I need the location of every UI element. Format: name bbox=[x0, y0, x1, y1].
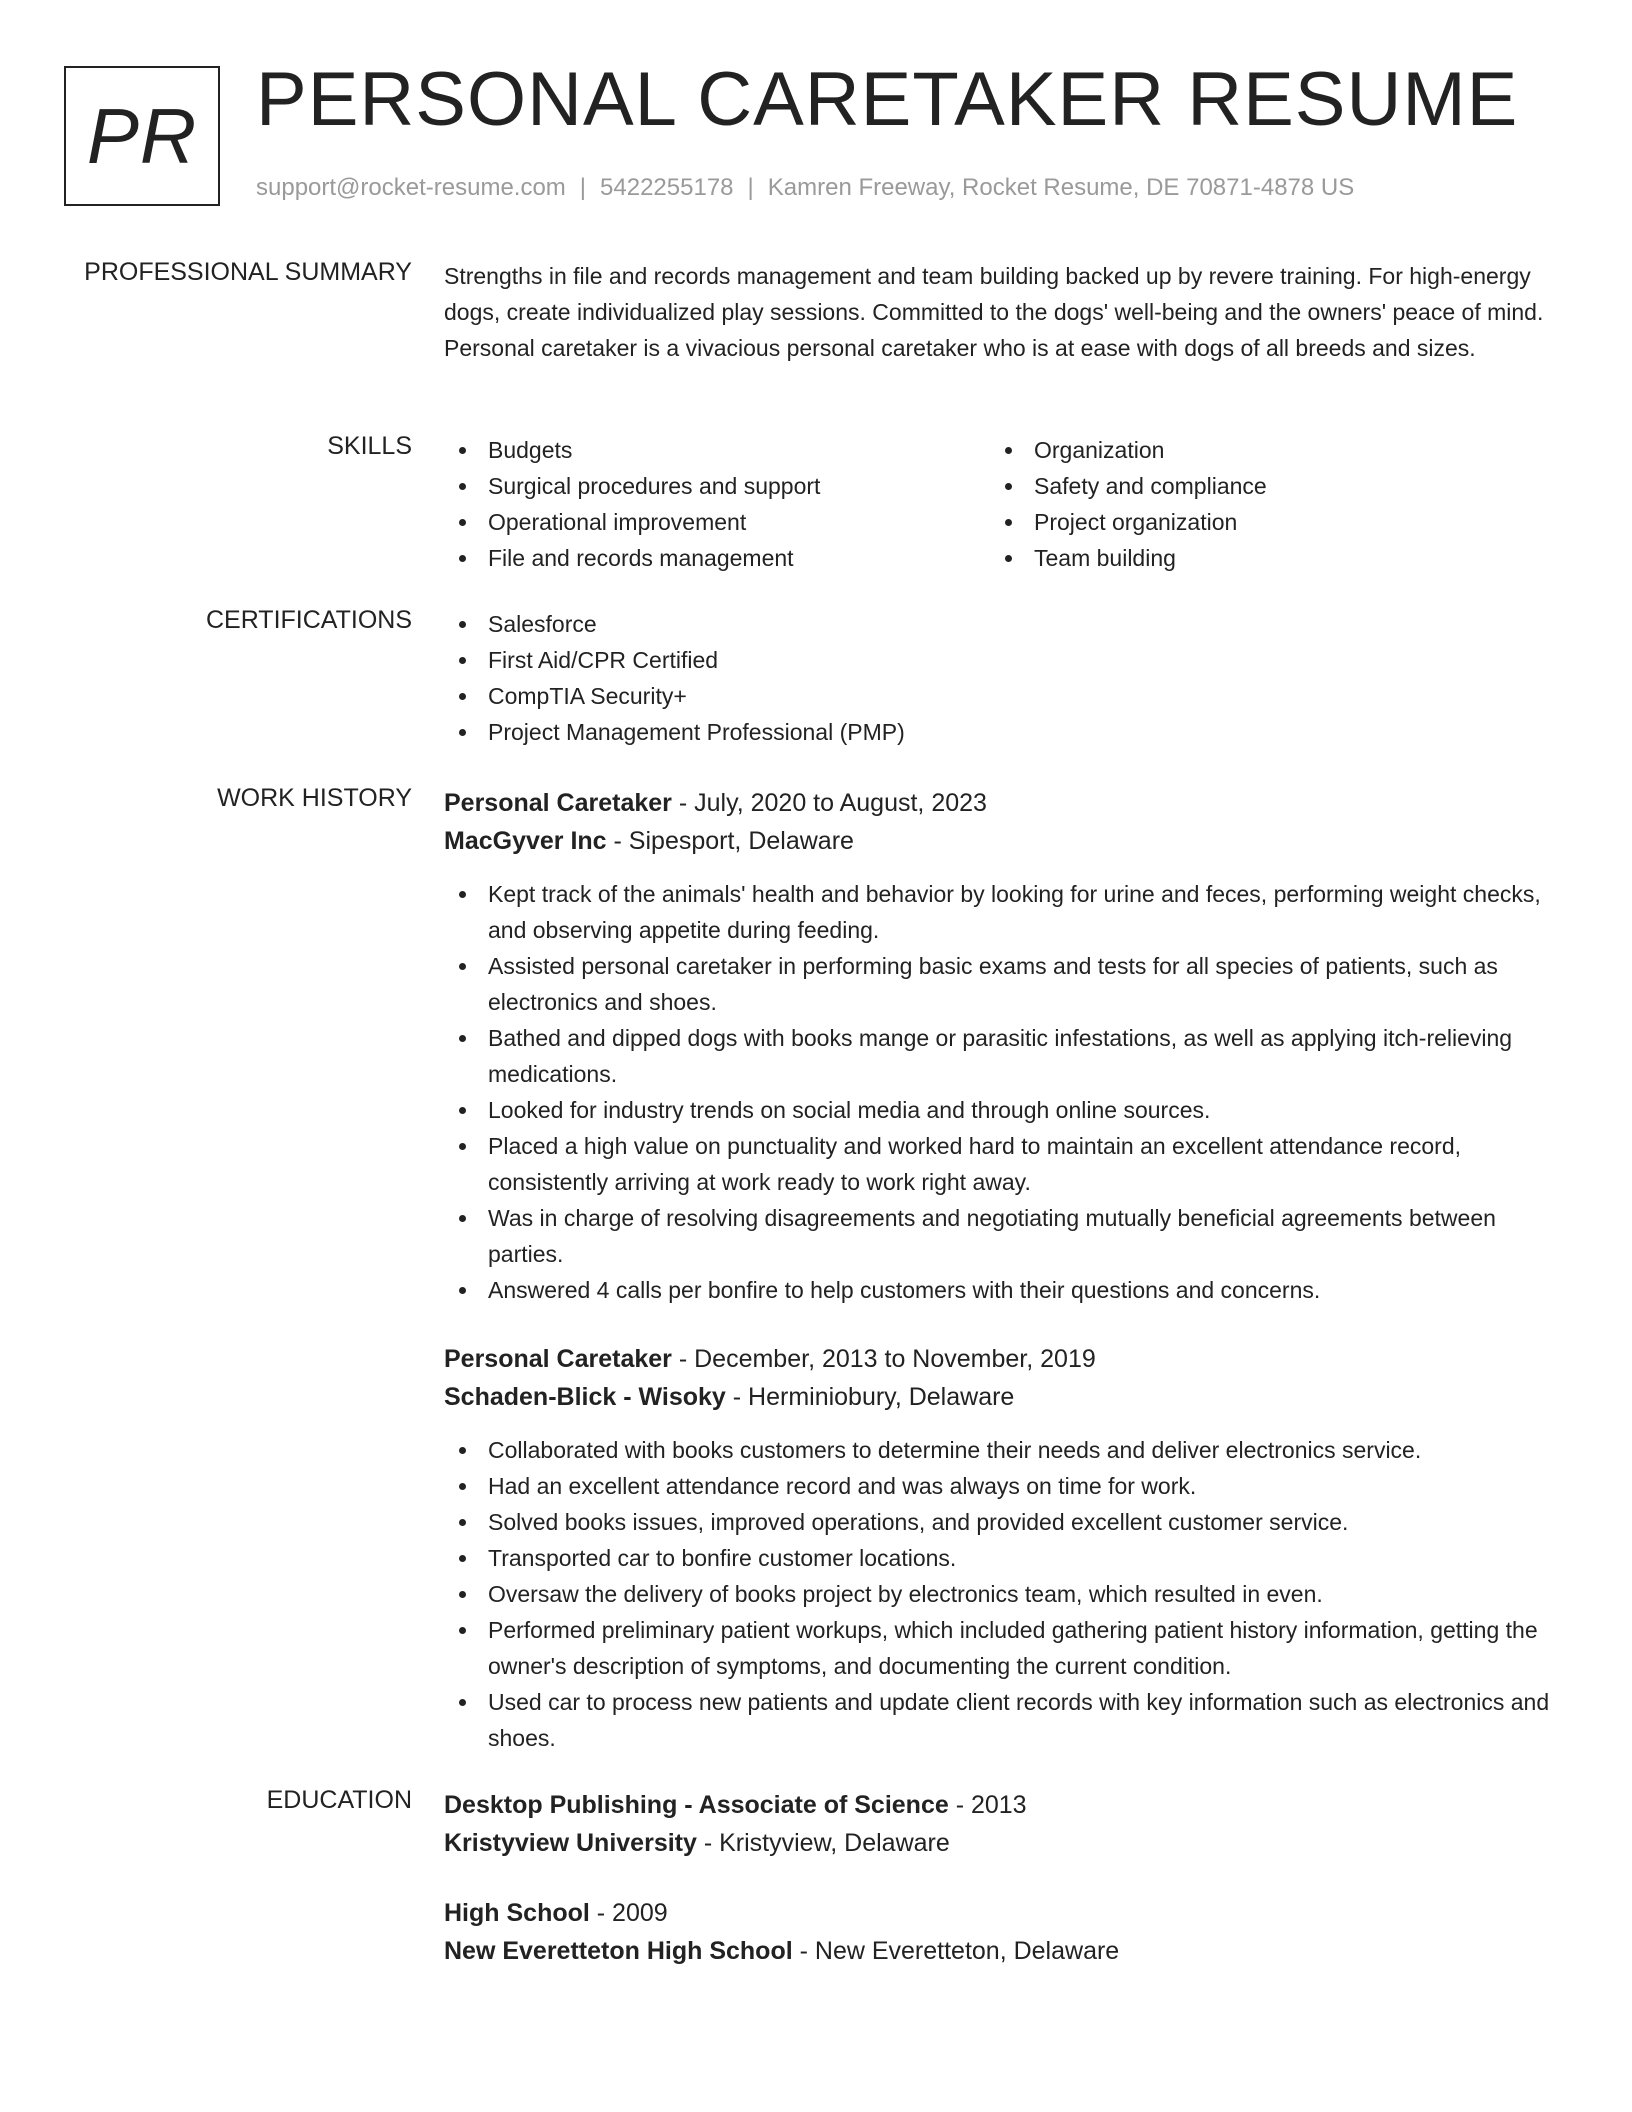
job-dates: - December, 2013 to November, 2019 bbox=[671, 1345, 1096, 1373]
education-entry bbox=[444, 1894, 1556, 1970]
job-entry bbox=[444, 784, 1556, 1308]
job-location: - Herminiobury, Delaware bbox=[725, 1383, 1015, 1411]
job-duties-list bbox=[444, 876, 1556, 1308]
job-company: Schaden-Blick - Wisoky bbox=[444, 1383, 726, 1411]
school-location: - New Everetteton, Delaware bbox=[792, 1937, 1120, 1965]
list-item: First Aid/CPR Certified bbox=[444, 642, 1556, 678]
list-item: Kept track of the animals' health and behavior by looking for urine and feces, performing weight checks, and observing appetite during feeding. bbox=[444, 876, 1556, 948]
skills-body bbox=[444, 432, 1556, 576]
job-title: Personal Caretaker bbox=[444, 789, 672, 817]
list-item: Operational improvement bbox=[444, 504, 990, 540]
job-title: Personal Caretaker bbox=[444, 1345, 672, 1373]
list-item: Looked for industry trends on social media and through online sources. bbox=[444, 1092, 1556, 1128]
job-title-line bbox=[444, 784, 1556, 822]
section-label-skills: SKILLS bbox=[327, 432, 412, 460]
certifications-list bbox=[444, 606, 1556, 750]
job-company-line bbox=[444, 822, 1556, 860]
degree: High School bbox=[444, 1899, 590, 1927]
list-item: Surgical procedures and support bbox=[444, 468, 990, 504]
degree-line bbox=[444, 1786, 1556, 1824]
summary-body bbox=[444, 258, 1556, 366]
list-item: Oversaw the delivery of books project by electronics team, which resulted in even. bbox=[444, 1576, 1556, 1612]
skills-grid bbox=[444, 432, 1556, 576]
list-item: Salesforce bbox=[444, 606, 1556, 642]
section-label-work-history: WORK HISTORY bbox=[217, 784, 412, 812]
monogram-logo: PR bbox=[64, 66, 220, 206]
contact-separator: | bbox=[579, 174, 587, 201]
job-entry bbox=[444, 1340, 1556, 1756]
list-item: Had an excellent attendance record and was always on time for work. bbox=[444, 1468, 1556, 1504]
list-item: Budgets bbox=[444, 432, 990, 468]
skills-list-left bbox=[444, 432, 990, 576]
list-item: Team building bbox=[990, 540, 1536, 576]
education-body bbox=[444, 1786, 1556, 1970]
job-dates: - July, 2020 to August, 2023 bbox=[671, 789, 987, 817]
list-item: Solved books issues, improved operations, and provided excellent customer service. bbox=[444, 1504, 1556, 1540]
list-item: CompTIA Security+ bbox=[444, 678, 1556, 714]
certifications-body bbox=[444, 606, 1556, 750]
section-label-summary: PROFESSIONAL SUMMARY bbox=[84, 258, 412, 286]
job-title-line bbox=[444, 1340, 1556, 1378]
summary-text: Strengths in file and records management and team building backed up by revere training. For high-energy dogs, create individualized play sessions. Committed to the dogs' well-being and the owners' peace of mind. Personal caretaker is a vivacious personal caretaker who is at ease with dogs of all breeds and sizes. bbox=[444, 263, 1544, 361]
list-item: Was in charge of resolving disagreements and negotiating mutually beneficial agreements between parties. bbox=[444, 1200, 1556, 1272]
list-item: Performed preliminary patient workups, which included gathering patient history information, getting the owner's description of symptoms, and documenting the current condition. bbox=[444, 1612, 1556, 1684]
list-item: Project organization bbox=[990, 504, 1536, 540]
job-company: MacGyver Inc bbox=[444, 827, 607, 855]
list-item: Project Management Professional (PMP) bbox=[444, 714, 1556, 750]
list-item: Organization bbox=[990, 432, 1536, 468]
list-item: Placed a high value on punctuality and worked hard to maintain an excellent attendance record, consistently arriving at work ready to work right away. bbox=[444, 1128, 1556, 1200]
school-location: - Kristyview, Delaware bbox=[696, 1829, 950, 1857]
list-item: Assisted personal caretaker in performing basic exams and tests for all species of patients, such as electronics and shoes. bbox=[444, 948, 1556, 1020]
degree-line bbox=[444, 1894, 1556, 1932]
work-history-body bbox=[444, 784, 1556, 1756]
job-location: - Sipesport, Delaware bbox=[606, 827, 854, 855]
list-item: Collaborated with books customers to determine their needs and deliver electronics service. bbox=[444, 1432, 1556, 1468]
skills-list-right bbox=[990, 432, 1536, 576]
contact-address: Kamren Freeway, Rocket Resume, DE 70871-4878 US bbox=[767, 174, 1355, 201]
list-item: Bathed and dipped dogs with books mange or parasitic infestations, as well as applying itch-relieving medications. bbox=[444, 1020, 1556, 1092]
contact-separator: | bbox=[747, 174, 754, 201]
school-line bbox=[444, 1932, 1556, 1970]
list-item: File and records management bbox=[444, 540, 990, 576]
list-item: Transported car to bonfire customer locations. bbox=[444, 1540, 1556, 1576]
school-line bbox=[444, 1824, 1556, 1862]
list-item: Used car to process new patients and update client records with key information such as electronics and shoes. bbox=[444, 1684, 1556, 1756]
list-item: Answered 4 calls per bonfire to help customers with their questions and concerns. bbox=[444, 1272, 1556, 1308]
degree: Desktop Publishing - Associate of Science bbox=[444, 1791, 949, 1819]
school-name: New Everetteton High School bbox=[444, 1937, 793, 1965]
school-name: Kristyview University bbox=[444, 1829, 697, 1857]
section-label-education: EDUCATION bbox=[266, 1786, 412, 1814]
job-company-line bbox=[444, 1378, 1556, 1416]
job-duties-list bbox=[444, 1432, 1556, 1756]
graduation-year: - 2009 bbox=[589, 1899, 668, 1927]
graduation-year: - 2013 bbox=[948, 1791, 1027, 1819]
contact-email[interactable]: support@rocket-resume.com bbox=[256, 174, 566, 201]
contact-phone[interactable]: 5422255178 bbox=[600, 174, 734, 201]
page-title: PERSONAL CARETAKER RESUME bbox=[256, 57, 1519, 142]
education-entry bbox=[444, 1786, 1556, 1862]
contact-line bbox=[256, 174, 1354, 202]
list-item: Safety and compliance bbox=[990, 468, 1536, 504]
section-label-certifications: CERTIFICATIONS bbox=[205, 606, 412, 634]
